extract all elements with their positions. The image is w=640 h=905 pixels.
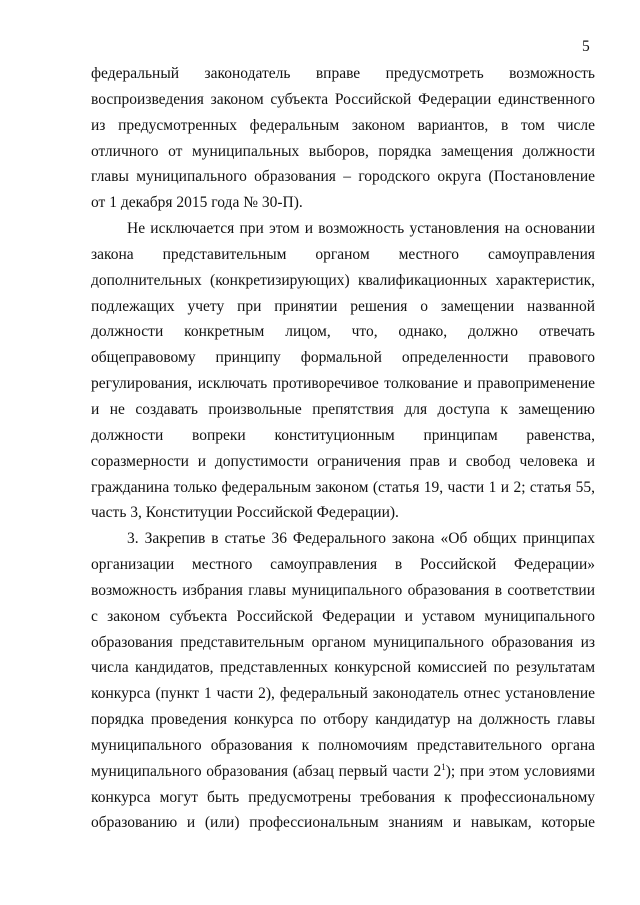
text-line: главы муниципального образования – городского округа (Постановление <box>91 168 595 186</box>
text-line: дополнительных (конкретизирующих) квалификационных характеристик, <box>91 271 595 289</box>
text-line: закона представительным органом местного самоуправления <box>91 245 595 263</box>
text-line: отличного от муниципальных выборов, порядка замещения должности <box>91 142 595 160</box>
text-line: соразмерности и допустимости ограничения прав и свобод человека и <box>91 452 595 470</box>
text-line: федеральный законодатель вправе предусмотреть возможность <box>91 65 595 82</box>
text-line: образованию и (или) профессиональным знаниям и навыкам, которые <box>91 814 595 832</box>
text-line: конкурса могут быть предусмотрены требования к профессиональному <box>91 788 595 806</box>
text-segment: муниципального образования (абзац первый части 2 <box>91 762 442 780</box>
page-number: 5 <box>582 38 590 55</box>
document-body <box>91 61 595 836</box>
text-line: воспроизведения законом субъекта Российской Федерации единственного <box>91 90 595 108</box>
text-line: должности вопреки конституционным принципам равенства, <box>91 426 595 444</box>
text-line: муниципального образования к полномочиям представительного органа <box>91 736 595 754</box>
paragraph-2 <box>91 216 595 526</box>
paragraph-3 <box>91 526 595 836</box>
text-line: Не исключается при этом и возможность установления на основании <box>127 220 595 238</box>
footnote-superscript: 1 <box>441 761 446 772</box>
text-line: порядка проведения конкурса по отбору кандидатур на должность главы <box>91 711 595 729</box>
text-line: с законом субъекта Российской Федерации и уставом муниципального <box>91 607 595 625</box>
text-line: часть 3, Конституции Российской Федерации). <box>91 504 399 522</box>
text-line: возможность избрания главы муниципального образования в соответствии <box>91 581 595 599</box>
text-line: 3. Закрепив в статье 36 Федерального закона «Об общих принципах <box>127 530 595 548</box>
text-line: подлежащих учету при принятии решения о замещении названной <box>91 297 595 315</box>
text-line: образования представительным органом муниципального образования из <box>91 633 595 651</box>
text-line: и не создавать произвольные препятствия для доступа к замещению <box>91 400 595 418</box>
text-line: конкурса (пункт 1 части 2), федеральный законодатель отнес установление <box>91 685 595 703</box>
text-line: должности конкретным лицом, что, однако, должно отвечать <box>91 323 595 341</box>
text-line: общеправовому принципу формальной определенности правового <box>91 349 595 367</box>
text-line: от 1 декабря 2015 года № 30-П). <box>91 194 303 212</box>
text-line: гражданина только федеральным законом (статья 19, части 1 и 2; статья 55, <box>91 478 595 496</box>
text-segment: ); при этом условиями <box>445 762 595 780</box>
text-line: регулирования, исключать противоречивое толкование и правоприменение <box>91 375 595 393</box>
text-line-with-footnote <box>91 759 595 785</box>
text-line: из предусмотренных федеральным законом вариантов, в том числе <box>91 116 595 134</box>
text-line: числа кандидатов, представленных конкурсной комиссией по результатам <box>91 659 595 677</box>
paragraph-1 <box>91 61 595 216</box>
text-line: организации местного самоуправления в Российской Федерации» <box>91 556 595 574</box>
